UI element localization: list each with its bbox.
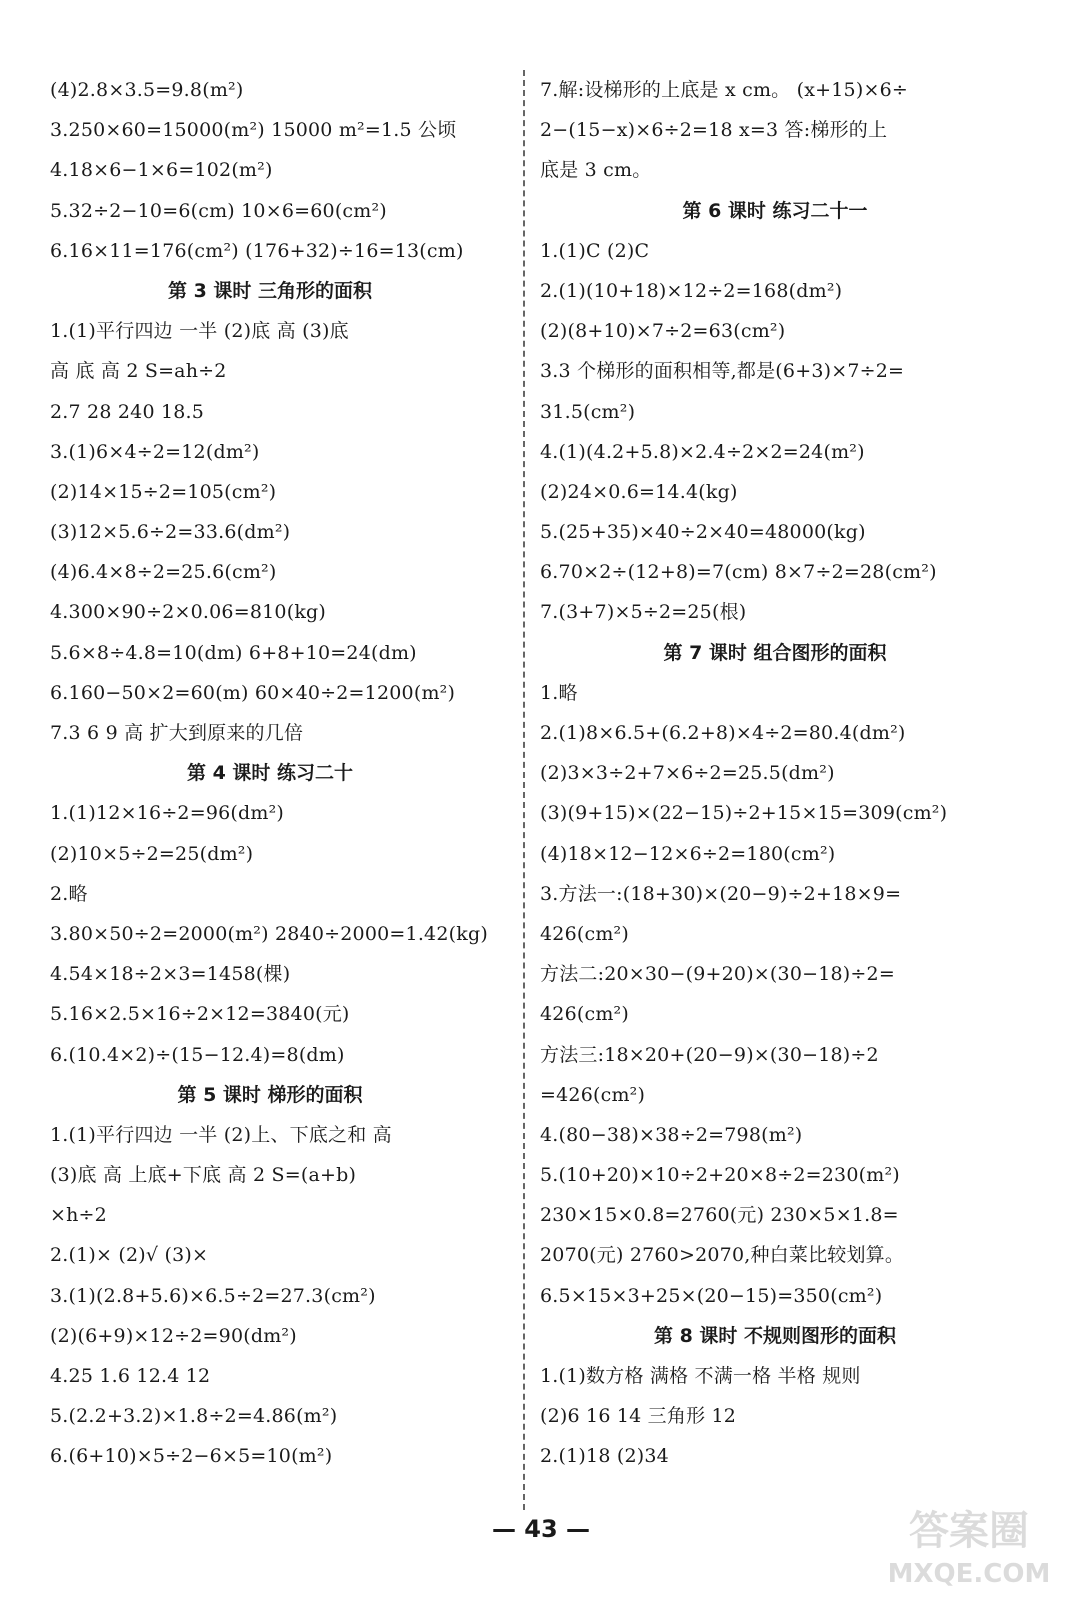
section-heading: 第 4 课时 练习二十	[186, 762, 354, 785]
answer-line: (3)12×5.6÷2=33.6(dm²)	[50, 521, 291, 544]
answer-line: 3.(1)(2.8+5.6)×6.5÷2=27.3(cm²)	[50, 1284, 376, 1307]
answer-line: (4)6.4×8÷2=25.6(cm²)	[50, 561, 277, 584]
answer-line: (2)6 16 14 三角形 12	[540, 1405, 737, 1428]
answer-line: 3.80×50÷2=2000(m²) 2840÷2000=1.42(kg)	[50, 922, 488, 945]
answer-line: 1.(1)平行四边 一半 (2)底 高 (3)底	[50, 320, 349, 343]
answer-line: 1.(1)12×16÷2=96(dm²)	[50, 802, 285, 825]
answer-line: (2)3×3÷2+7×6÷2=25.5(dm²)	[540, 762, 835, 785]
answer-line: (4)18×12−12×6÷2=180(cm²)	[540, 842, 836, 865]
answer-line: 2−(15−x)×6÷2=18 x=3 答:梯形的上	[540, 119, 888, 142]
answer-line: 31.5(cm²)	[540, 400, 636, 423]
answer-line: =426(cm²)	[540, 1083, 646, 1106]
answer-line: (2)10×5÷2=25(dm²)	[50, 842, 254, 865]
watermark-logo	[874, 1498, 1064, 1590]
answer-line: 4.54×18÷2×3=1458(棵)	[50, 963, 291, 986]
answer-line: 3.250×60=15000(m²) 15000 m²=1.5 公顷	[50, 119, 457, 142]
answer-line: (4)2.8×3.5=9.8(m²)	[50, 79, 244, 101]
answer-line: 5.16×2.5×16÷2×12=3840(元)	[50, 1003, 350, 1026]
answer-line: 6.160−50×2=60(m) 60×40÷2=1200(m²)	[50, 681, 456, 704]
watermark-url: MXQE.COM	[887, 1559, 1051, 1589]
answer-line: 2.(1)18 (2)34	[540, 1445, 669, 1468]
section-heading: 第 7 课时 组合图形的面积	[663, 641, 887, 664]
answer-line: 2.略	[50, 882, 88, 905]
answer-line: 230×15×0.8=2760(元) 230×5×1.8=	[540, 1204, 899, 1227]
answer-line: 6.(10.4×2)÷(15−12.4)=8(dm)	[50, 1043, 345, 1066]
answer-line: 7.(3+7)×5÷2=25(根)	[540, 601, 747, 624]
answer-line: 高 底 高 2 S=ah÷2	[50, 360, 227, 383]
answer-line: 5.(25+35)×40÷2×40=48000(kg)	[540, 521, 866, 544]
answer-line: 1.略	[540, 681, 578, 704]
answer-line: 6.70×2÷(12+8)=7(cm) 8×7÷2=28(cm²)	[540, 561, 937, 584]
section-heading: 第 6 课时 练习二十一	[682, 199, 868, 222]
answer-line: (3)(9+15)×(22−15)÷2+15×15=309(cm²)	[540, 802, 948, 825]
answer-line: 2.(1)(10+18)×12÷2=168(dm²)	[540, 279, 843, 302]
page-number: — 43 —	[491, 1515, 591, 1543]
left-column	[50, 70, 490, 1477]
answer-line: 4.(1)(4.2+5.8)×2.4÷2×2=24(m²)	[540, 440, 865, 463]
section-heading: 第 5 课时 梯形的面积	[177, 1083, 363, 1106]
section-heading: 第 8 课时 不规则图形的面积	[653, 1324, 897, 1347]
answer-line: 方法二:20×30−(9+20)×(30−18)÷2=	[540, 963, 895, 986]
answer-line: 3.(1)6×4÷2=12(dm²)	[50, 440, 260, 463]
answer-line: 426(cm²)	[540, 1003, 629, 1026]
answer-line: 7.3 6 9 高 扩大到原来的几倍	[50, 722, 304, 744]
answer-line: 6.16×11=176(cm²) (176+32)÷16=13(cm)	[50, 239, 464, 262]
answer-line: 426(cm²)	[540, 922, 629, 945]
answer-line: 4.(80−38)×38÷2=798(m²)	[540, 1123, 803, 1146]
answer-line: 2.(1)8×6.5+(6.2+8)×4÷2=80.4(dm²)	[540, 722, 906, 744]
answer-line: 4.25 1.6 12.4 12	[50, 1365, 211, 1387]
answer-line: ×h÷2	[50, 1204, 107, 1227]
answer-line: 1.(1)C (2)C	[540, 239, 650, 262]
answer-line: 4.18×6−1×6=102(m²)	[50, 159, 273, 182]
answer-line: (2)(6+9)×12÷2=90(dm²)	[50, 1324, 297, 1347]
answer-line: 5.(2.2+3.2)×1.8÷2=4.86(m²)	[50, 1405, 338, 1428]
answer-line: 2.(1)× (2)√ (3)×	[50, 1244, 209, 1267]
answer-line: 1.(1)平行四边 一半 (2)上、下底之和 高	[50, 1123, 392, 1146]
answer-line: 方法三:18×20+(20−9)×(30−18)÷2	[540, 1043, 879, 1066]
answer-line: 6.(6+10)×5÷2−6×5=10(m²)	[50, 1445, 333, 1468]
answer-line: 5.(10+20)×10÷2+20×8÷2=230(m²)	[540, 1164, 900, 1187]
watermark-title: 答案圈	[909, 1508, 1029, 1554]
answer-line: 5.6×8÷4.8=10(dm) 6+8+10=24(dm)	[50, 641, 417, 664]
answer-line: (2)(8+10)×7÷2=63(cm²)	[540, 320, 786, 343]
answer-line: 2070(元) 2760>2070,种白菜比较划算。	[540, 1244, 905, 1267]
answer-line: (3)底 高 上底+下底 高 2 S=(a+b)	[50, 1164, 357, 1187]
answer-line: (2)24×0.6=14.4(kg)	[540, 480, 738, 503]
answer-line: 6.5×15×3+25×(20−15)=350(cm²)	[540, 1284, 883, 1307]
answer-line: 2.7 28 240 18.5	[50, 400, 205, 423]
answer-line: 3.3 个梯形的面积相等,都是(6+3)×7÷2=	[540, 360, 905, 383]
answer-line: 3.方法一:(18+30)×(20−9)÷2+18×9=	[540, 882, 902, 905]
answer-line: 7.解:设梯形的上底是 x cm。 (x+15)×6÷	[540, 79, 908, 101]
answer-line: 底是 3 cm。	[540, 159, 652, 182]
column-divider	[523, 70, 525, 1510]
answer-line: 1.(1)数方格 满格 不满一格 半格 规则	[540, 1365, 861, 1387]
answer-line: 5.32÷2−10=6(cm) 10×6=60(cm²)	[50, 199, 387, 222]
right-column	[540, 70, 1010, 1477]
answer-line: (2)14×15÷2=105(cm²)	[50, 480, 277, 503]
answer-line: 4.300×90÷2×0.06=810(kg)	[50, 601, 327, 624]
section-heading: 第 3 课时 三角形的面积	[167, 279, 373, 302]
